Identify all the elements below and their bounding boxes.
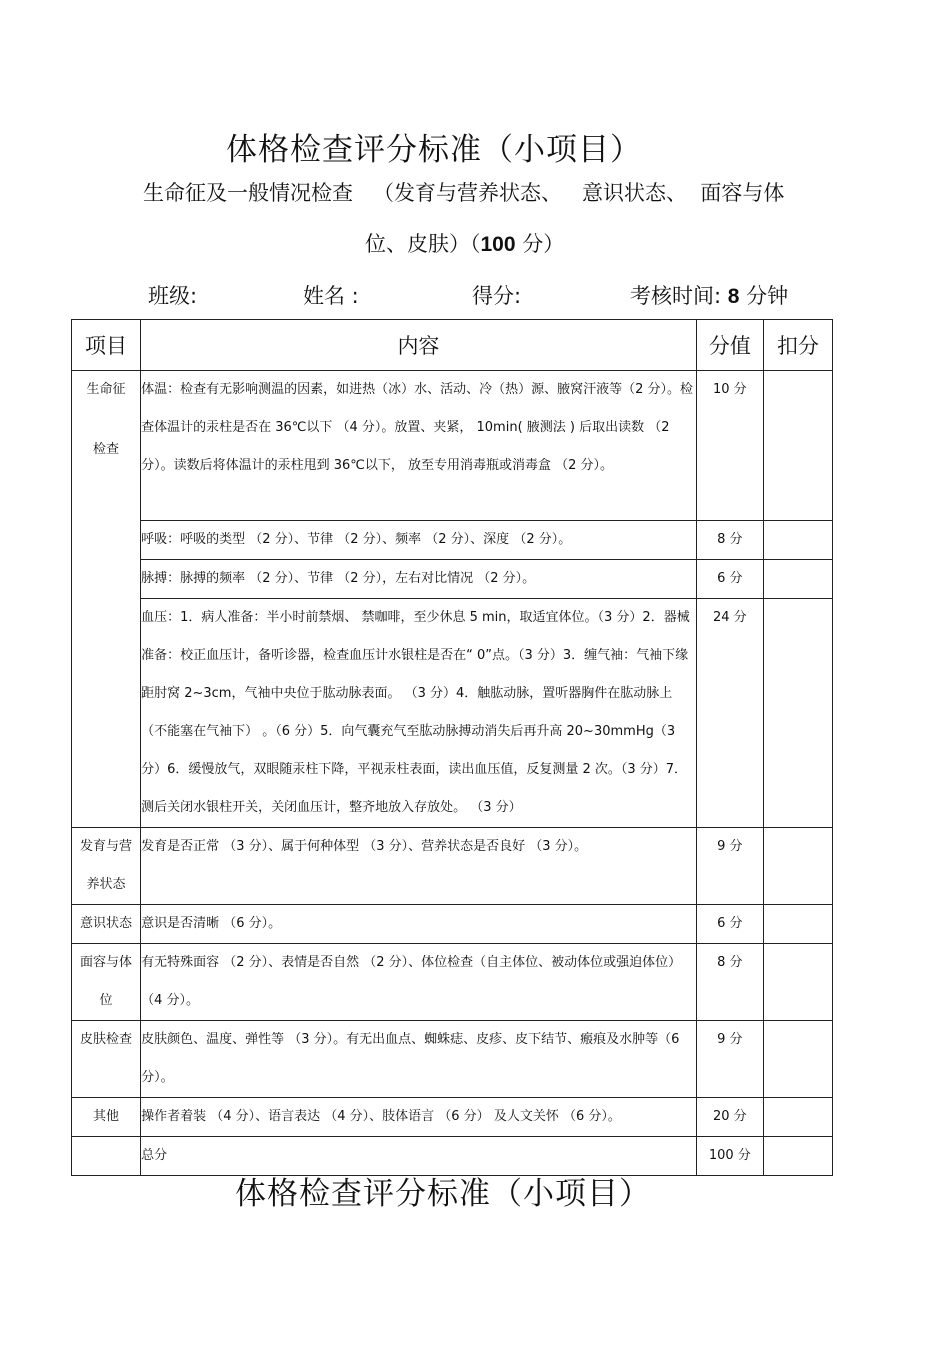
row-value: 9 分: [696, 1021, 763, 1098]
row-item-consciousness: [72, 905, 141, 944]
table-row: [72, 371, 833, 521]
row-deduct-cell[interactable]: [763, 521, 832, 560]
header-item: 项目: [72, 320, 141, 371]
item-line: 皮肤检查: [80, 1032, 133, 1047]
subtitle-line-2-suffix: 分）: [515, 232, 565, 256]
table-row: [72, 944, 833, 1021]
table-row: [72, 560, 833, 599]
page-title: 体格检查评分标准（小项目）: [226, 132, 642, 168]
row-value: 6 分: [696, 905, 763, 944]
table-row: [72, 828, 833, 905]
row-content-pulse: 脉搏：脉搏的频率 （2 分）、节律 （2 分），左右对比情况 （2 分）。: [141, 560, 697, 599]
row-deduct-cell[interactable]: [763, 828, 832, 905]
exam-time: [630, 280, 788, 310]
item-line: 养状态: [86, 877, 126, 892]
item-line: 其他: [93, 1109, 120, 1124]
item-line: 位: [99, 993, 113, 1008]
subtitle-points: 100: [480, 233, 516, 256]
row-content-facies: 有无特殊面容 （2 分）、表情是否自然 （2 分）、体位检查（自主体位、被动体位或强迫体位）（4 分）。: [141, 944, 697, 1021]
table-row: [72, 521, 833, 560]
row-deduct-cell[interactable]: [763, 1021, 832, 1098]
item-line: 意识状态: [80, 916, 133, 931]
row-value: 9 分: [696, 828, 763, 905]
row-content-blood-pressure: 血压：1．病人准备：半小时前禁烟、 禁咖啡，至少休息 5 min，取适宜体位。（3 分）2．器械准备：校正血压计，备听诊器，检查血压计水银柱是否在“ 0”点。（3 分）3．缠气袖：气袖下缘距肘窝 2~3cm，气袖中央位于肱动脉表面。 （3 分）4．触肱动脉，置听器胸件在肱动脉上（不能塞在气袖下） 。（6 分）5．向气囊充气至肱动脉搏动消失后再升高 20~30mmHg（3 分）6．缓慢放气，双眼随汞柱下降，平视汞柱表面，读出血压值，反复测量 2 次。（3 分）7．测后关闭水银柱开关，关闭血压计，整齐地放入存放处。 （3 分）: [141, 599, 697, 828]
row-item-vital-signs: [72, 371, 141, 828]
header-value: 分值: [696, 320, 763, 371]
row-deduct-cell[interactable]: [763, 1098, 832, 1137]
item-line: 检查: [93, 442, 120, 457]
scoring-table: [71, 319, 833, 1176]
row-value: 8 分: [696, 521, 763, 560]
row-content-consciousness: 意识是否清晰 （6 分）。: [141, 905, 697, 944]
exam-time-label: 考核时间:: [630, 284, 728, 308]
table-row: [72, 1098, 833, 1137]
subtitle-line-1: 生命征及一般情况检查 （发育与营养状态、 意识状态、 面容与体: [143, 181, 785, 205]
next-page-title: 体格检查评分标准（小项目）: [235, 1176, 651, 1212]
item-line: 生命征: [86, 382, 126, 397]
row-content-temperature: 体温：检查有无影响测温的因素，如进热（冰）水、活动、冷（热）源、腋窝汗液等（2 分）。检查体温计的汞柱是否在 36℃以下 （4 分）。放置、夹紧， 10min( 腋测法 ) 后取出读数 （2 分）。读数后将体温计的汞柱甩到 36℃以下， 放至专用消毒瓶或消毒盒 （2 分）。: [141, 371, 697, 521]
row-item-development: [72, 828, 141, 905]
row-content-total: 总分: [141, 1137, 697, 1176]
subtitle-line-2: [365, 228, 564, 258]
exam-time-value: 8: [727, 285, 740, 308]
row-deduct-cell[interactable]: [763, 905, 832, 944]
row-value: 24 分: [696, 599, 763, 828]
table-row: [72, 905, 833, 944]
exam-time-unit: 分钟: [739, 284, 789, 308]
table-row: [72, 599, 833, 828]
row-value: 8 分: [696, 944, 763, 1021]
row-deduct-cell[interactable]: [763, 944, 832, 1021]
row-deduct-cell[interactable]: [763, 371, 832, 521]
row-value: 20 分: [696, 1098, 763, 1137]
header-content: 内容: [141, 320, 697, 371]
name-label: 姓名 :: [303, 284, 359, 308]
row-content-other: 操作者着装 （4 分）、语言表达 （4 分）、肢体语言 （6 分） 及人文关怀 （6 分）。: [141, 1098, 697, 1137]
row-content-respiration: 呼吸：呼吸的类型 （2 分）、节律 （2 分）、频率 （2 分）、深度 （2 分）。: [141, 521, 697, 560]
row-deduct-cell[interactable]: [763, 599, 832, 828]
header-deduct: 扣分: [763, 320, 832, 371]
row-item-facies: [72, 944, 141, 1021]
item-line: 发育与营: [80, 839, 133, 854]
row-item-skin: [72, 1021, 141, 1098]
row-item-other: [72, 1098, 141, 1137]
class-label: 班级:: [148, 284, 198, 308]
table-row: [72, 1021, 833, 1098]
row-value-total: 100 分: [696, 1137, 763, 1176]
score-label: 得分:: [472, 284, 522, 308]
item-line: 面容与体: [80, 955, 133, 970]
row-value: 6 分: [696, 560, 763, 599]
table-header-row: [72, 320, 833, 371]
row-deduct-cell[interactable]: [763, 560, 832, 599]
subtitle-line-2-prefix: 位、皮肤）（: [365, 232, 481, 256]
row-value: 10 分: [696, 371, 763, 521]
row-content-development: 发育是否正常 （3 分）、属于何种体型 （3 分）、营养状态是否良好 （3 分）。: [141, 828, 697, 905]
row-content-skin: 皮肤颜色、温度、弹性等 （3 分）。有无出血点、蜘蛛痣、皮疹、皮下结节、瘢痕及水肿等（6 分）。: [141, 1021, 697, 1098]
